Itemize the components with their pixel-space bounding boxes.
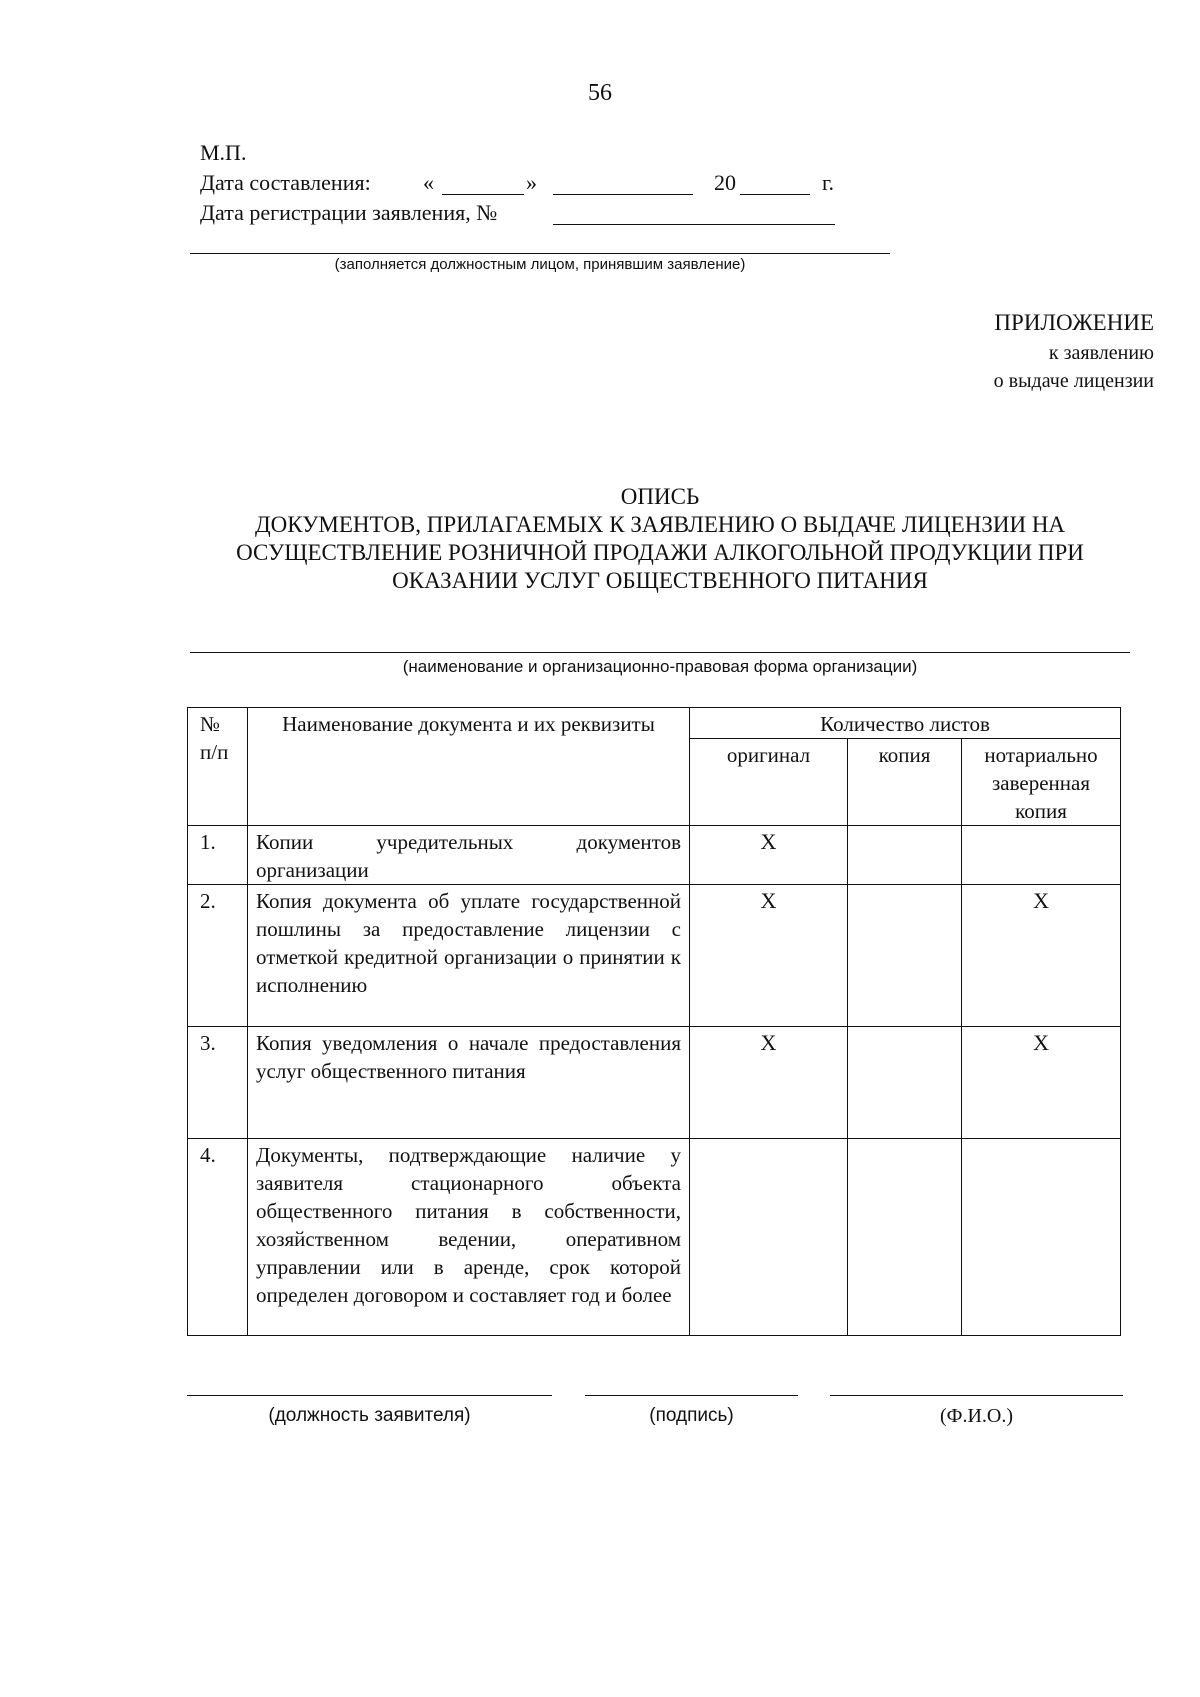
row-document-name: Копия уведомления о начале предоставления услуг общественного питания <box>248 1027 690 1139</box>
header-document-name: Наименование документа и их реквизиты <box>248 708 690 826</box>
page-number: 56 <box>588 80 612 106</box>
cell-original[interactable]: X <box>690 885 848 1027</box>
appendix-line-1: к заявлению <box>1048 342 1154 364</box>
year-field[interactable] <box>740 194 810 195</box>
cell-copy[interactable] <box>848 1139 962 1336</box>
quote-open: « <box>423 170 434 195</box>
cell-notarized-copy[interactable] <box>962 826 1121 885</box>
header-copy: копия <box>848 739 962 826</box>
cell-original[interactable]: X <box>690 1027 848 1139</box>
position-caption: (должность заявителя) <box>268 1405 471 1426</box>
row-document-name: Копия документа об уплате государственной пошлины за предоставление лицензии с отметкой кредитной организации о принятии к исполнению <box>248 885 690 1027</box>
header-number: № п/п <box>188 708 248 826</box>
row-number: 4. <box>188 1139 248 1336</box>
cell-notarized-copy[interactable]: X <box>962 885 1121 1027</box>
registration-field[interactable] <box>553 224 835 225</box>
year-suffix: г. <box>822 170 835 195</box>
document-title-line-4: ОКАЗАНИИ УСЛУГ ОБЩЕСТВЕННОГО ПИТАНИЯ <box>392 568 928 593</box>
row-number: 2. <box>188 885 248 1027</box>
official-note: (заполняется должностным лицом, принявшим заявление) <box>334 256 746 273</box>
stamp-label: М.П. <box>200 140 247 165</box>
table-row <box>188 1027 1121 1139</box>
cell-notarized-copy[interactable]: X <box>962 1027 1121 1139</box>
cell-copy[interactable] <box>848 1027 962 1139</box>
table-row <box>188 826 1121 885</box>
registration-label: Дата регистрации заявления, № <box>200 200 498 225</box>
year-prefix: 20 <box>714 170 736 195</box>
date-of-compilation-row <box>200 170 371 196</box>
header-original: оригинал <box>690 739 848 826</box>
document-title-line-2: ДОКУМЕНТОВ, ПРИЛАГАЕМЫХ К ЗАЯВЛЕНИЮ О ВЫДАЧЕ ЛИЦЕНЗИИ НА <box>254 512 1066 537</box>
document-title-line-3: ОСУЩЕСТВЛЕНИЕ РОЗНИЧНОЙ ПРОДАЖИ АЛКОГОЛЬНОЙ ПРОДУКЦИИ ПРИ <box>236 540 1084 565</box>
appendix-title: ПРИЛОЖЕНИЕ <box>994 310 1154 335</box>
document-title-line-1: ОПИСЬ <box>620 484 700 509</box>
table-row <box>188 1139 1121 1336</box>
cell-copy[interactable] <box>848 885 962 1027</box>
cell-notarized-copy[interactable] <box>962 1139 1121 1336</box>
row-number: 3. <box>188 1027 248 1139</box>
row-document-name: Документы, подтверждающие наличие у заявителя стационарного объекта общественного питания в собственности, хозяйственном ведении, оперативном управлении или в аренде, срок которой определен договором и составляет год и более <box>248 1139 690 1336</box>
appendix-line-2: о выдаче лицензии <box>993 370 1154 392</box>
organization-caption: (наименование и организационно-правовая форма организации) <box>402 657 918 676</box>
date-label: Дата составления: <box>200 170 371 195</box>
header-sheet-count: Количество листов <box>690 708 1121 739</box>
header-notarized-copy: нотариально заверенная копия <box>962 739 1121 826</box>
cell-original[interactable]: X <box>690 826 848 885</box>
cell-original[interactable] <box>690 1139 848 1336</box>
full-name-signature-line[interactable] <box>830 1395 1123 1396</box>
quote-close: » <box>526 170 537 195</box>
documents-table <box>187 707 1121 1336</box>
row-number: 1. <box>188 826 248 885</box>
official-line[interactable] <box>190 253 890 254</box>
row-document-name: Копии учредительных документов организации <box>248 826 690 885</box>
position-signature-line[interactable] <box>187 1395 552 1396</box>
organization-field[interactable] <box>190 652 1130 653</box>
month-field[interactable] <box>553 194 693 195</box>
full-name-caption: (Ф.И.О.) <box>939 1405 1013 1427</box>
signature-caption: (подпись) <box>649 1405 734 1426</box>
cell-copy[interactable] <box>848 826 962 885</box>
day-field[interactable] <box>442 194 524 195</box>
signature-line[interactable] <box>585 1395 798 1396</box>
table-row <box>188 885 1121 1027</box>
